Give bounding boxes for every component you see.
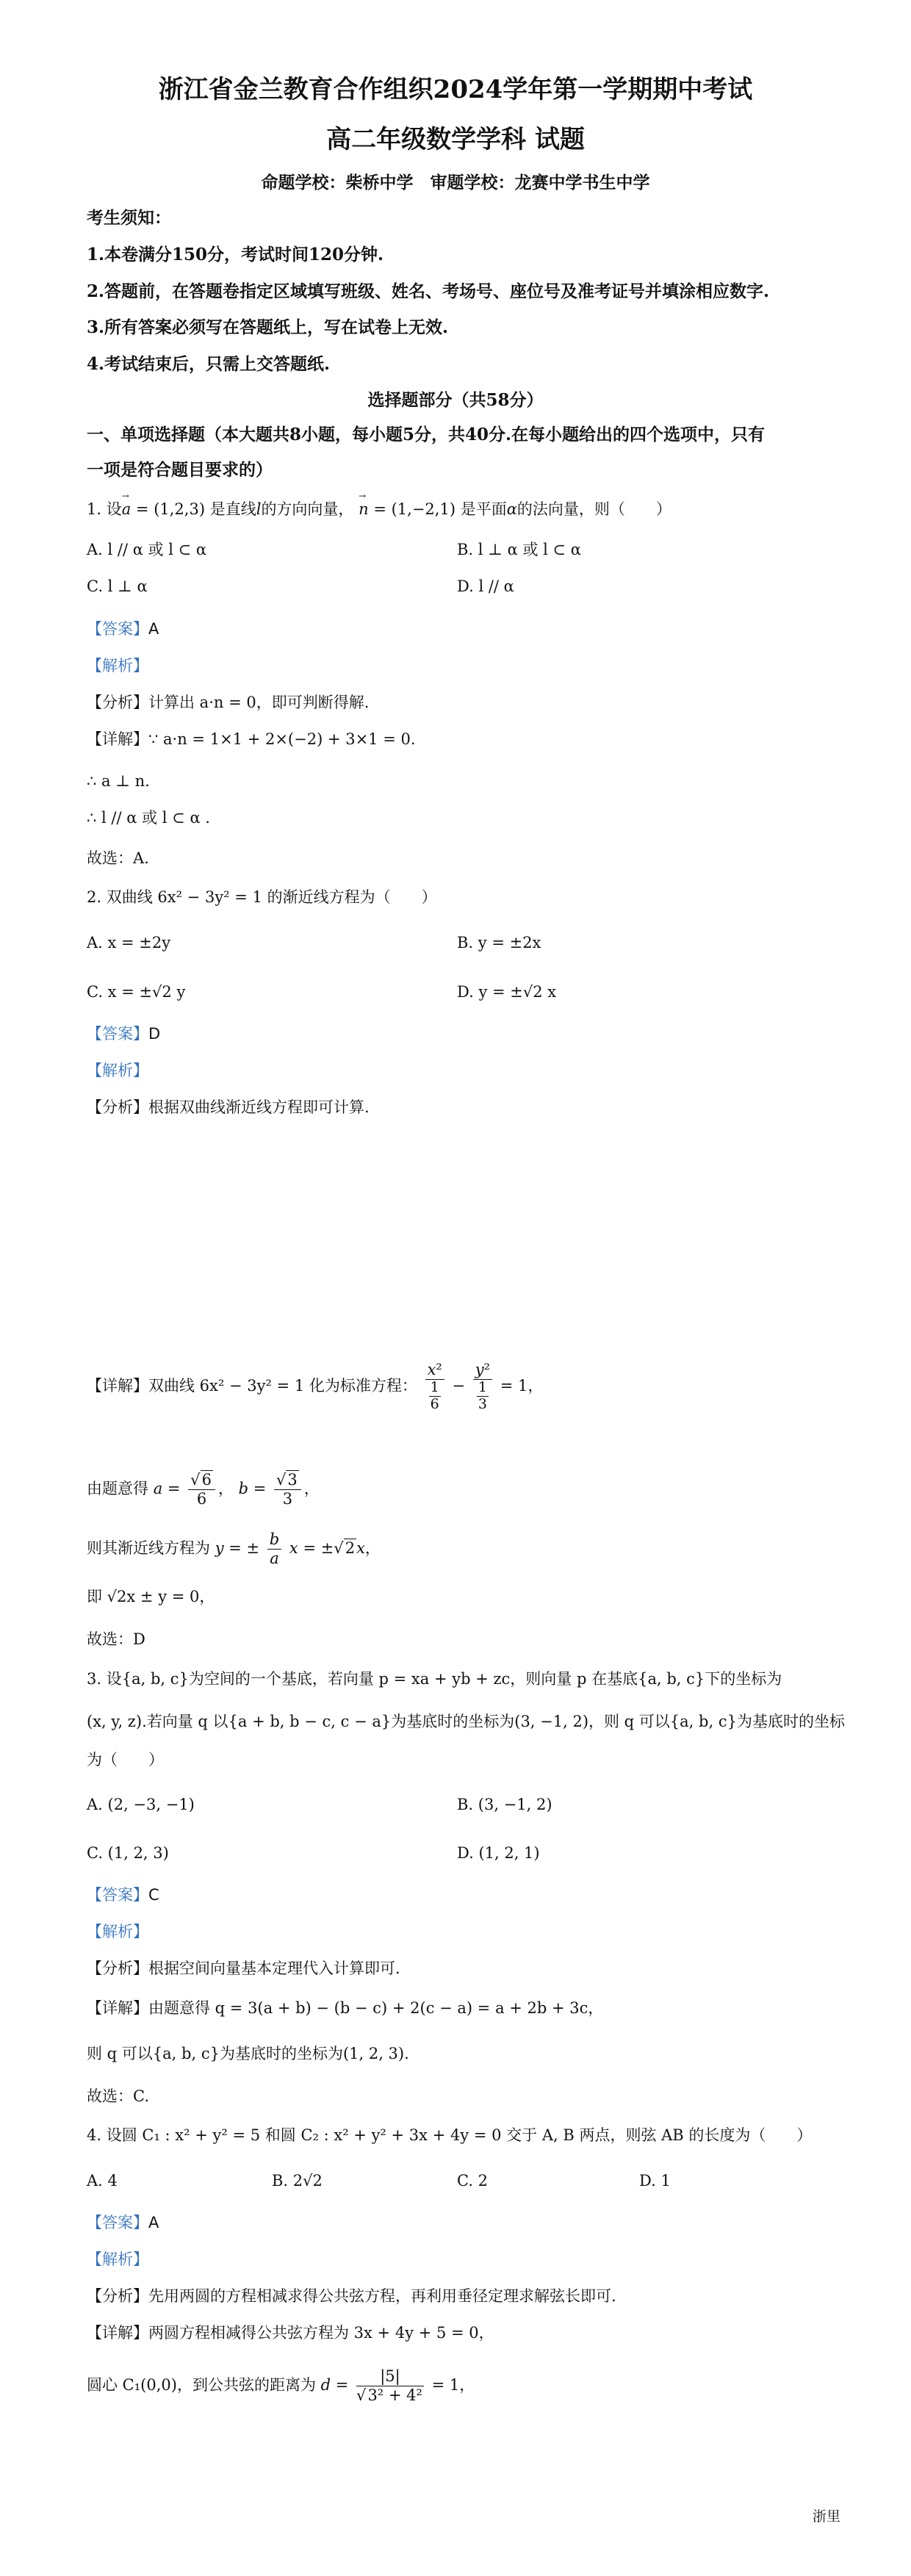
q1-fenxi: 【分析】计算出 a·n = 0，即可判断得解. bbox=[87, 694, 370, 711]
q2-ab-values: 由题意得 a = $\frac{√6}{6}$ ， b = $\frac{√3}{3}$ ， bbox=[87, 1471, 320, 1508]
q1-analysis-tag: 【解析】 bbox=[87, 657, 148, 674]
notice-heading: 考生须知： bbox=[87, 208, 171, 228]
q2-answer: 【答案】D bbox=[87, 1025, 161, 1043]
q4-xiangjie: 【详解】两圆方程相减得公共弦方程为 3x + 4y + 5 = 0， bbox=[87, 2324, 494, 2342]
q2-analysis-tag: 【解析】 bbox=[87, 1062, 148, 1079]
q2-option-d: D. y = ±√2 x bbox=[457, 983, 557, 1001]
q3-fenxi: 【分析】根据空间向量基本定理代入计算即可. bbox=[87, 1960, 400, 1977]
q3-analysis-tag: 【解析】 bbox=[87, 1923, 148, 1940]
q2-xiangjie: 【详解】双曲线 6x² − 3y² = 1 化为标准方程： $\frac{\text{x²}}{\frac{1}{6}}$ − $\frac{\text{y²}}{\frac{1}{3}}$ = 1， bbox=[87, 1361, 544, 1413]
part1-instruction-line1: 一、单项选择题（本大题共8小题，每小题5分，共40分.在每小题给出的四个选项中，只有 bbox=[87, 425, 766, 445]
q2-option-b: B. y = ±2x bbox=[457, 934, 541, 951]
q1-xiangjie: 【详解】∵ a·n = 1×1 + 2×(−2) + 3×1 = 0. bbox=[87, 730, 416, 748]
q3-option-a: A. (2, −3, −1) bbox=[87, 1796, 195, 1813]
q1-conclusion: ∴ l // α 或 l ⊂ α . bbox=[87, 809, 210, 827]
page-footer: 浙里 bbox=[812, 2508, 840, 2525]
q4-option-a: A. 4 bbox=[87, 2172, 118, 2190]
q3-stem-line1: 3. 设{a, b, c}为空间的一个基底，若向量 p = xa + yb + zc，则向量 p 在基底{a, b, c}下的坐标为 bbox=[87, 1670, 782, 1688]
exam-subtitle: 高二年级数学学科 试题 bbox=[326, 125, 585, 154]
q4-fenxi: 【分析】先用两圆的方程相减求得公共弦方程，再利用垂径定理求解弦长即可. bbox=[87, 2287, 616, 2305]
q4-option-d: D. 1 bbox=[639, 2172, 671, 2190]
q1-option-d: D. l // α bbox=[457, 578, 514, 595]
q1-answer: 【答案】A bbox=[87, 620, 159, 638]
q3-xiangjie: 【详解】由题意得 q = 3(a + b) − (b − c) + 2(c − a) = a + 2b + 3c， bbox=[87, 1999, 604, 2017]
q1-stem: 1. 设→ a = (1,2,3) 是直线l的方向向量， → n = (1,−2,1) 是平面α的法向量，则（ ） bbox=[87, 500, 671, 519]
q4-option-b: B. 2√2 bbox=[272, 2172, 323, 2190]
notice-item-3: 3.所有答案必须写在答题纸上，写在试卷上无效. bbox=[87, 317, 449, 337]
q2-fenxi: 【分析】根据双曲线渐近线方程即可计算. bbox=[87, 1098, 370, 1116]
q4-distance: 圆心 C₁(0,0)，到公共弦的距离为 d = $\frac{|5|}{\text{√3² + 4²}}$ = 1， bbox=[87, 2367, 475, 2405]
q4-option-c: C. 2 bbox=[457, 2172, 489, 2190]
q2-option-a: A. x = ±2y bbox=[87, 934, 171, 951]
q1-choose: 故选：A. bbox=[87, 849, 149, 867]
q2-asymptote: 则其渐近线方程为 y = ± $\frac{b}{a}$ x = ±√2x， bbox=[87, 1530, 381, 1568]
q1-option-a: A. l // α 或 l ⊂ α bbox=[87, 541, 207, 558]
notice-item-4: 4.考试结束后，只需上交答题纸. bbox=[87, 354, 331, 374]
exam-title: 浙江省金兰教育合作组织2024学年第一学期期中考试 bbox=[158, 75, 753, 104]
q3-option-b: B. (3, −1, 2) bbox=[457, 1796, 552, 1813]
part1-instruction-line2: 一项是符合题目要求的） bbox=[87, 460, 273, 480]
q4-analysis-tag: 【解析】 bbox=[87, 2251, 148, 2268]
q3-stem-line3: 为（ ） bbox=[87, 1751, 164, 1769]
q4-stem: 4. 设圆 C₁ : x² + y² = 5 和圆 C₂ : x² + y² + 3x + 4y = 0 交于 A, B 两点，则弦 AB 的长度为（ ） bbox=[87, 2126, 813, 2144]
section-title: 选择题部分（共58分） bbox=[367, 390, 544, 410]
q3-answer: 【答案】C bbox=[87, 1886, 159, 1904]
q3-coordinates: 则 q 可以{a, b, c}为基底时的坐标为(1, 2, 3). bbox=[87, 2045, 409, 2062]
notice-item-2: 2.答题前，在答题卷指定区域填写班级、姓名、考场号、座位号及准考证号并填涂相应数字. bbox=[87, 281, 770, 301]
q2-option-c: C. x = ±√2 y bbox=[87, 983, 186, 1001]
exam-schools: 命题学校：柴桥中学 审题学校：龙赛中学书生中学 bbox=[261, 173, 650, 193]
q1-option-b: B. l ⊥ α 或 l ⊂ α bbox=[457, 541, 581, 558]
q1-option-c: C. l ⊥ α bbox=[87, 578, 148, 595]
q3-option-d: D. (1, 2, 1) bbox=[457, 1844, 540, 1862]
q1-perp: ∴ a ⊥ n. bbox=[87, 772, 150, 790]
q3-stem-line2: (x, y, z).若向量 q 以{a + b, b − c, c − a}为基底时的坐标为(3, −1, 2)，则 q 可以{a, b, c}为基底时的坐标 bbox=[87, 1713, 845, 1730]
q2-asymptote-final: 即 √2x ± y = 0， bbox=[87, 1588, 215, 1605]
q3-option-c: C. (1, 2, 3) bbox=[87, 1844, 169, 1862]
notice-item-1: 1.本卷满分150分，考试时间120分钟. bbox=[87, 245, 384, 265]
q3-choose: 故选：C. bbox=[87, 2087, 149, 2105]
q4-answer: 【答案】A bbox=[87, 2214, 159, 2231]
q2-stem: 2. 双曲线 6x² − 3y² = 1 的渐近线方程为（ ） bbox=[87, 888, 437, 906]
q2-choose: 故选：D bbox=[87, 1630, 145, 1648]
